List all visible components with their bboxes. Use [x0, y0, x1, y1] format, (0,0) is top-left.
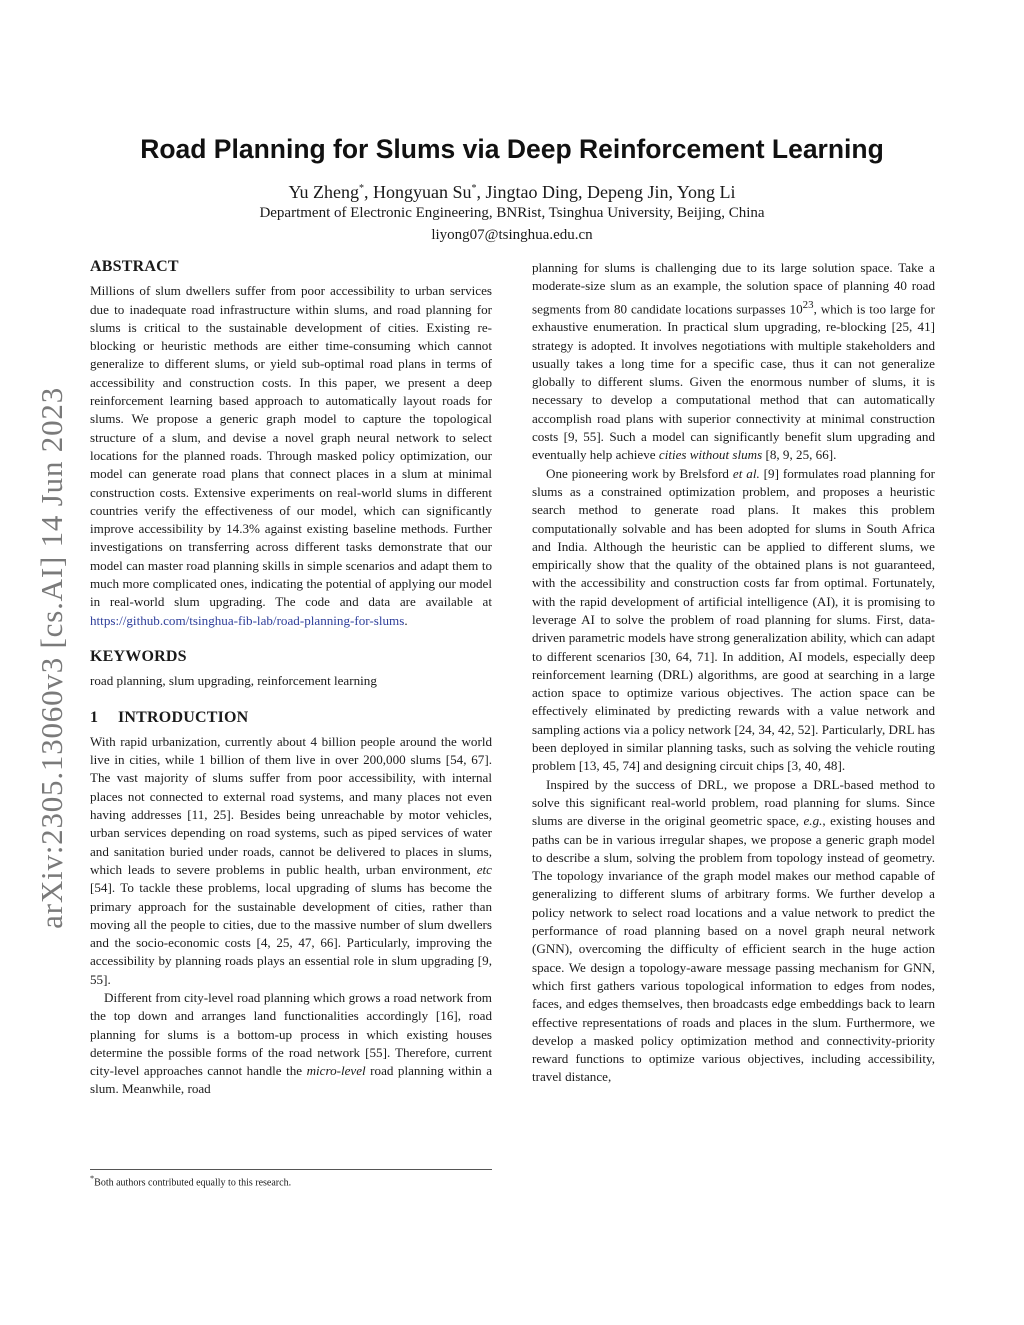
- code-repository-link[interactable]: https://github.com/tsinghua-fib-lab/road-planning-for-slums: [90, 612, 405, 628]
- footnote-divider: [90, 1169, 492, 1170]
- footnote-text: Both authors contributed equally to this research.: [94, 1177, 292, 1189]
- arxiv-side-stamp: [22, 368, 82, 948]
- paragraph-text: Different from city-level road planning which grows a road network from the top down and arranges land functionalities accordingly [16], road planning for slums is a bottom-up process in which existing houses determine the possible forms of the road network [55]. Therefore, current city-level approaches cannot handle the: [90, 989, 492, 1079]
- emphasis: e.g.: [803, 813, 823, 829]
- paragraph-text: [9] formulates road planning for slums as a constrained optimization problem, and proposes a heuristic search method to generate road plans. It makes this problem computationally solvable and has been adopted for slums in South Africa and India. Although the heuristic can be applied to different slums, we empirically show that the quality of the obtained plans is not guaranteed, with the accessibility and construction costs far from optimal. Fortunately, with the rapid development of artificial intelligence (AI), it is promising to leverage AI to solve the problem of road planning for slums. First, data-driven parametric models have strong generalization ability, which can adapt to different scenarios [30, 64, 71]. In addition, AI models, especially deep reinforcement learning (DRL) algorithms, are good at searching in a large action space to optimize various objectives. The action space can be effectively eliminated by predicting rewards with a value network and sampling actions via a policy network [24, 34, 42, 52]. Particularly, DRL has been deployed in similar planning tasks, such as solving the vehicle routing problem [13, 45, 74] and designing circuit chips [3, 40, 48].: [532, 465, 936, 774]
- paragraph-text: With rapid urbanization, currently about 4 billion people around the world live in cities, while 1 billion of them live in over 200,000 slums [54, 67]. The vast majority of slums suffer from poor accessibility, with internal places not connected to external road systems, and many places not even having addresses [11, 25]. Besides being unreachable by motor vehicles, urban services depending on road systems, such as piped services of water and sanitation buried under roads, cannot be delivered to places in slums, which leads to severe problems in public health, urban environment,: [90, 733, 492, 877]
- intro-paragraph-3: [532, 259, 935, 465]
- abstract-body: Millions of slum dwellers suffer from poor accessibility to urban services due to inadequate road infrastructure within slums, and road planning for slums is critical to the sustainable development of cities. Existing re-blocking or heuristic methods are either time-consuming which cannot generalize to different slums, or yield sub-optimal road plans in terms of accessibility and construction costs. In this paper, we present a deep reinforcement learning based approach to automatically layout roads for slums. We propose a generic graph model to capture the topological structure of a slum, and devise a novel graph neural network to select locations for the planned roads. Through masked policy optimization, our model can generate road plans that connect places in a slum at minimal construction costs. Extensive experiments on real-world slums in different countries verify the effectiveness of our model, which can significantly improve accessibility by 14.3% against existing baseline methods. Further investigations on transferring across different tasks demonstrate that our model can master road planning skills in simple scenarios and adapt them to much more complicated ones, indicating the potential of applying our model in real-world slum upgrading. The code and data are available at: [90, 283, 492, 610]
- intro-paragraph-5: [532, 776, 935, 1087]
- author-name: Hongyuan Su: [372, 182, 472, 202]
- abstract-text: [90, 282, 492, 630]
- paragraph-text: road planning within a slum. Meanwhile, road: [90, 1063, 492, 1097]
- keywords-text: road planning, slum upgrading, reinforcement learning: [90, 673, 377, 689]
- footnote-mark: *: [90, 1174, 95, 1183]
- introduction-heading: [90, 709, 492, 727]
- section-title: INTRODUCTION: [118, 708, 249, 726]
- emphasis: etc: [476, 861, 492, 877]
- paragraph-text: , which is too large for exhaustive enumeration. In practical slum upgrading, re-blocking [25, 41] strategy is adopted. It involves negotiations with multiple stakeholders and usually takes a long time for a specific case, thus it can not generalize globally to different slums. Given the enormous number of slums, it is necessary to develop a computational method that can automatically accomplish road plans with superior connectivity at minimal construction costs [9, 55]. Such a model can significantly benefit slum upgrading and eventually help achieve: [532, 300, 935, 463]
- section-number: 1: [90, 708, 99, 726]
- abstract-heading: ABSTRACT: [90, 258, 179, 275]
- paragraph-text: [54]. To tackle these problems, local upgrading of slums has become the primary approach for the sustainable development of cities, rather than moving all the people to cities, due to the massive number of slum dwellers and the socio-economic costs [4, 25, 47, 66]. Particularly, improving the accessibility by planning roads plays an essential role in slum upgrading [9, 55].: [90, 880, 492, 987]
- intro-paragraph-4: [532, 465, 935, 776]
- paragraph-text: One pioneering work by Brelsford: [546, 465, 733, 481]
- author-name: Depeng Jin: [586, 182, 669, 202]
- emphasis: et al.: [732, 465, 760, 481]
- paragraph-text: [8, 9, 25, 66].: [762, 447, 837, 463]
- left-column: [90, 258, 492, 1099]
- author-name: Yu Zheng: [288, 182, 359, 202]
- author-name: Jingtao Ding: [485, 182, 578, 202]
- paper-title: Road Planning for Slums via Deep Reinforcement Learning: [140, 134, 884, 164]
- intro-paragraph-1: [90, 733, 492, 989]
- author-list: Yu Zheng*, Hongyuan Su*, Jingtao Ding, Depeng Jin, Yong Li: [288, 182, 736, 202]
- equal-contribution-mark: *: [358, 183, 364, 194]
- paragraph-text: planning for slums is challenging due to its large solution space. Take a moderate-size slum as an example, the solution space of planning 40 road segments from 80 candidate locations surpasses 10: [532, 260, 935, 316]
- abstract-end: .: [404, 612, 408, 628]
- paragraph-text: Inspired by the success of DRL, we propose a DRL-based method to solve this significant real-world problem, road planning for slums. Since slums are diverse in the original geometric space,: [532, 776, 935, 829]
- footnote: [90, 1174, 291, 1188]
- equal-contribution-mark: *: [471, 183, 477, 194]
- emphasis: micro-level: [306, 1063, 366, 1079]
- keywords-heading: KEYWORDS: [90, 647, 187, 665]
- exponent: 23: [802, 298, 814, 311]
- arxiv-identifier: arXiv:2305.13060v3 [cs.AI] 14 Jun 2023: [34, 387, 69, 929]
- affiliation: Department of Electronic Engineering, BNRist, Tsinghua University, Beijing, China: [259, 205, 765, 221]
- intro-paragraph-2: [90, 989, 492, 1099]
- author-name: Yong Li: [676, 182, 736, 202]
- paragraph-text: , existing houses and paths can be in various irregular shapes, we propose a generic graph model to describe a slum, solving the problem from topology instead of geometry. The topology invariance of the graph model makes our method capable of generalizing to different slums of arbitrary forms. We further develop a policy network to select road locations and a value network to predict the performance of road planning based on a novel graph neural network (GNN), overcoming the difficulty of efficient search in the huge action space. We design a topology-aware message passing mechanism for GNN, which first gathers various topological information to edges from nodes, faces, and edges themselves, then broadcasts edge embeddings back to learn effective representations of roads and places in the slum. Furthermore, we develop a masked policy optimization method and connectivity-priority reward functions to optimize various objectives, including accessibility, travel distance,: [532, 813, 935, 1085]
- right-column: [532, 259, 935, 1087]
- emphasis: cities without slums: [658, 447, 763, 463]
- contact-email: liyong07@tsinghua.edu.cn: [431, 227, 593, 243]
